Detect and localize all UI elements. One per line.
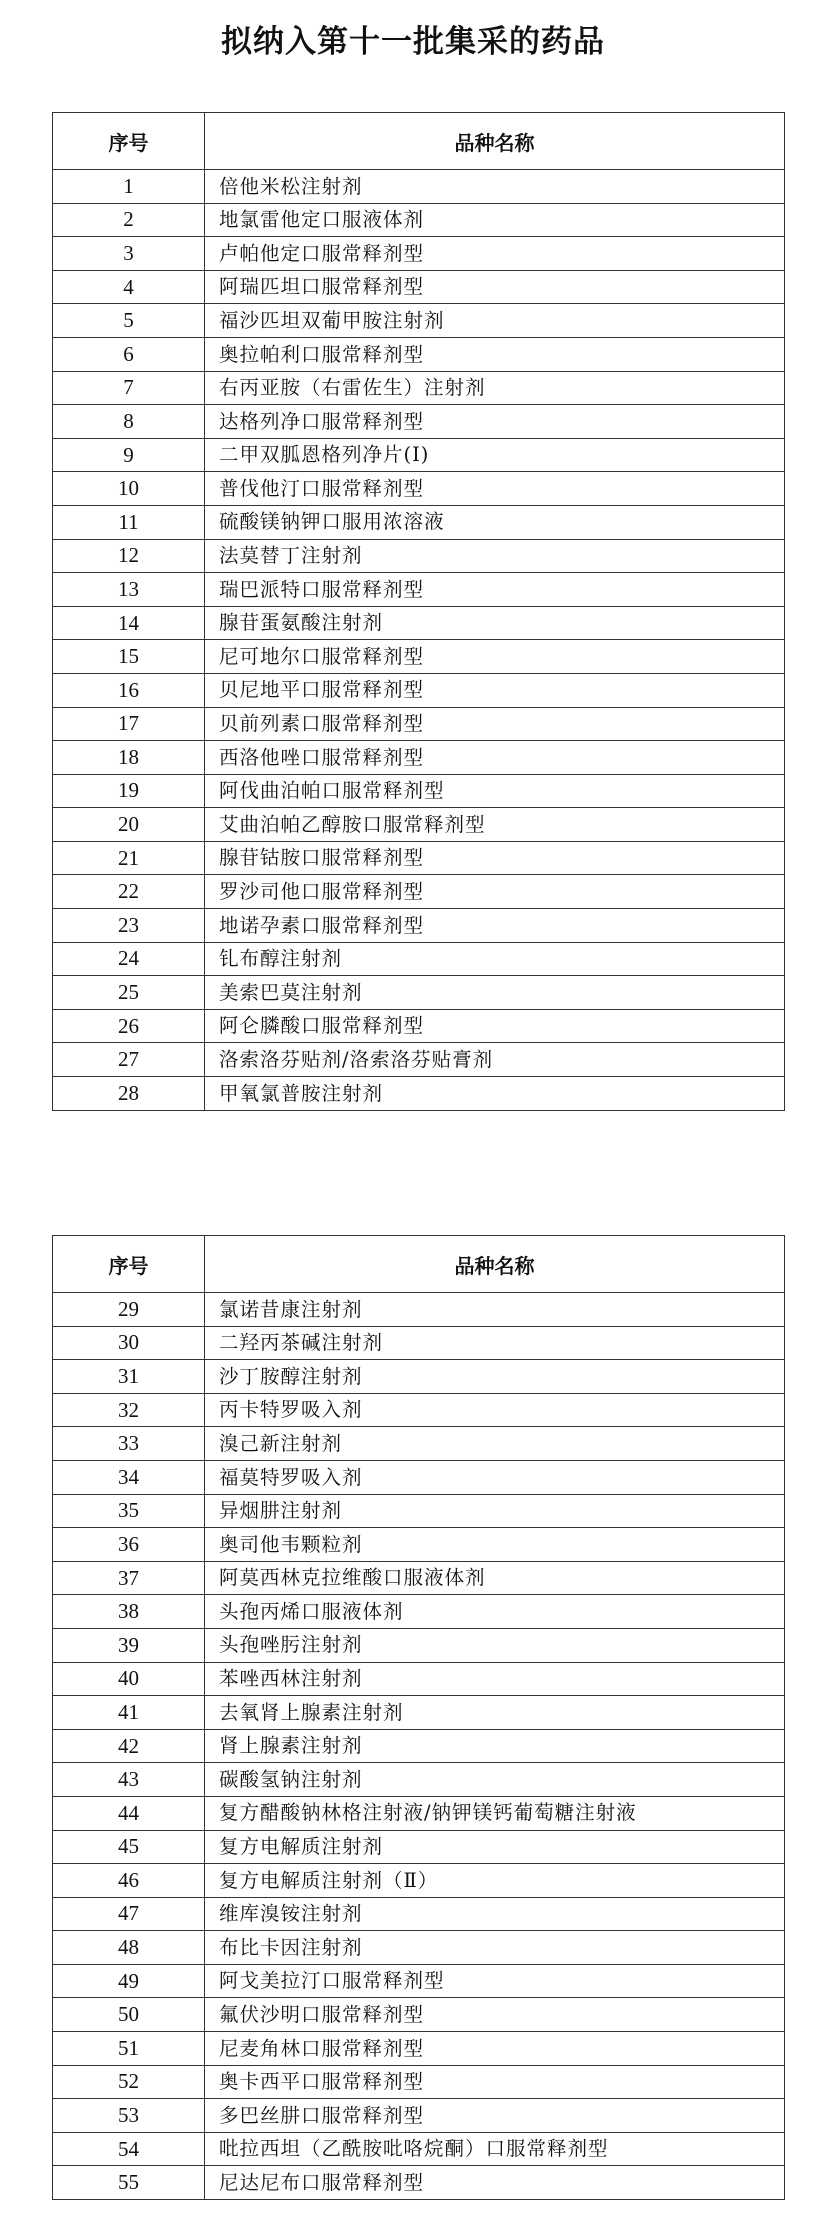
row-seq-number: 8 — [53, 405, 205, 439]
table-row — [53, 1293, 785, 1327]
table-row — [53, 438, 785, 472]
row-seq-number: 2 — [53, 203, 205, 237]
row-seq-number: 23 — [53, 909, 205, 943]
table-row — [53, 673, 785, 707]
row-drug-name: 异烟肼注射剂 — [205, 1494, 785, 1528]
row-drug-name: 腺苷钴胺口服常释剂型 — [205, 841, 785, 875]
table-row — [53, 640, 785, 674]
row-seq-number: 12 — [53, 539, 205, 573]
table-row — [53, 942, 785, 976]
table-row — [53, 606, 785, 640]
table-row — [53, 976, 785, 1010]
row-seq-number: 39 — [53, 1628, 205, 1662]
row-drug-name: 普伐他汀口服常释剂型 — [205, 472, 785, 506]
row-drug-name: 阿戈美拉汀口服常释剂型 — [205, 1964, 785, 1998]
row-seq-number: 54 — [53, 2132, 205, 2166]
row-seq-number: 18 — [53, 741, 205, 775]
row-seq-number: 11 — [53, 505, 205, 539]
row-drug-name: 丙卡特罗吸入剂 — [205, 1393, 785, 1427]
row-drug-name: 罗沙司他口服常释剂型 — [205, 875, 785, 909]
row-drug-name: 西洛他唑口服常释剂型 — [205, 741, 785, 775]
row-drug-name: 法莫替丁注射剂 — [205, 539, 785, 573]
table-row — [53, 741, 785, 775]
table-header-row — [53, 1236, 785, 1293]
row-seq-number: 17 — [53, 707, 205, 741]
table-row — [53, 909, 785, 943]
row-seq-number: 27 — [53, 1043, 205, 1077]
row-drug-name: 氟伏沙明口服常释剂型 — [205, 1998, 785, 2032]
table-row — [53, 1595, 785, 1629]
row-seq-number: 53 — [53, 2099, 205, 2133]
row-drug-name: 贝前列素口服常释剂型 — [205, 707, 785, 741]
table-row — [53, 573, 785, 607]
row-seq-number: 34 — [53, 1460, 205, 1494]
row-seq-number: 33 — [53, 1427, 205, 1461]
table-header-row — [53, 113, 785, 170]
row-drug-name: 头孢丙烯口服液体剂 — [205, 1595, 785, 1629]
row-drug-name: 达格列净口服常释剂型 — [205, 405, 785, 439]
table-row — [53, 2099, 785, 2133]
row-drug-name: 阿仑膦酸口服常释剂型 — [205, 1009, 785, 1043]
column-header-name: 品种名称 — [205, 1236, 785, 1293]
row-drug-name: 地诺孕素口服常释剂型 — [205, 909, 785, 943]
table-row — [53, 2132, 785, 2166]
table-row — [53, 841, 785, 875]
table-row — [53, 1931, 785, 1965]
table-row — [53, 875, 785, 909]
table-row — [53, 1077, 785, 1111]
row-drug-name: 碳酸氢钠注射剂 — [205, 1763, 785, 1797]
row-seq-number: 52 — [53, 2065, 205, 2099]
row-seq-number: 25 — [53, 976, 205, 1010]
row-seq-number: 30 — [53, 1326, 205, 1360]
table-row — [53, 472, 785, 506]
row-seq-number: 36 — [53, 1528, 205, 1562]
table-row — [53, 1864, 785, 1898]
row-seq-number: 48 — [53, 1931, 205, 1965]
row-drug-name: 维库溴铵注射剂 — [205, 1897, 785, 1931]
row-drug-name: 尼可地尔口服常释剂型 — [205, 640, 785, 674]
table-row — [53, 1998, 785, 2032]
row-drug-name: 福莫特罗吸入剂 — [205, 1460, 785, 1494]
row-seq-number: 38 — [53, 1595, 205, 1629]
row-drug-name: 硫酸镁钠钾口服用浓溶液 — [205, 505, 785, 539]
table-row — [53, 1360, 785, 1394]
table-row — [53, 1561, 785, 1595]
row-seq-number: 4 — [53, 270, 205, 304]
table-row — [53, 1796, 785, 1830]
row-drug-name: 艾曲泊帕乙醇胺口服常释剂型 — [205, 808, 785, 842]
row-seq-number: 6 — [53, 337, 205, 371]
row-seq-number: 32 — [53, 1393, 205, 1427]
row-seq-number: 21 — [53, 841, 205, 875]
row-drug-name: 奥拉帕利口服常释剂型 — [205, 337, 785, 371]
page-title: 拟纳入第十一批集采的药品 — [221, 24, 605, 60]
table-row — [53, 1729, 785, 1763]
table-row — [53, 2032, 785, 2066]
row-drug-name: 奥司他韦颗粒剂 — [205, 1528, 785, 1562]
row-drug-name: 氯诺昔康注射剂 — [205, 1293, 785, 1327]
table-row — [53, 1043, 785, 1077]
table-row — [53, 371, 785, 405]
row-drug-name: 布比卡因注射剂 — [205, 1931, 785, 1965]
row-seq-number: 7 — [53, 371, 205, 405]
row-seq-number: 41 — [53, 1696, 205, 1730]
row-seq-number: 35 — [53, 1494, 205, 1528]
table-row — [53, 1763, 785, 1797]
row-drug-name: 右丙亚胺（右雷佐生）注射剂 — [205, 371, 785, 405]
row-drug-name: 多巴丝肼口服常释剂型 — [205, 2099, 785, 2133]
row-seq-number: 31 — [53, 1360, 205, 1394]
row-seq-number: 50 — [53, 1998, 205, 2032]
row-drug-name: 二羟丙茶碱注射剂 — [205, 1326, 785, 1360]
table-row — [53, 1326, 785, 1360]
row-seq-number: 16 — [53, 673, 205, 707]
row-drug-name: 头孢唑肟注射剂 — [205, 1628, 785, 1662]
row-seq-number: 40 — [53, 1662, 205, 1696]
row-seq-number: 13 — [53, 573, 205, 607]
row-seq-number: 9 — [53, 438, 205, 472]
table-row — [53, 1830, 785, 1864]
table-row — [53, 1897, 785, 1931]
drug-table-1 — [52, 112, 785, 1111]
table-row — [53, 1427, 785, 1461]
row-seq-number: 1 — [53, 170, 205, 204]
row-drug-name: 复方电解质注射剂 — [205, 1830, 785, 1864]
row-drug-name: 尼达尼布口服常释剂型 — [205, 2166, 785, 2200]
table-row — [53, 405, 785, 439]
row-seq-number: 19 — [53, 774, 205, 808]
table-row — [53, 774, 785, 808]
row-drug-name: 复方醋酸钠林格注射液/钠钾镁钙葡萄糖注射液 — [205, 1796, 785, 1830]
row-drug-name: 阿伐曲泊帕口服常释剂型 — [205, 774, 785, 808]
row-seq-number: 44 — [53, 1796, 205, 1830]
row-drug-name: 肾上腺素注射剂 — [205, 1729, 785, 1763]
table-row — [53, 1696, 785, 1730]
row-drug-name: 瑞巴派特口服常释剂型 — [205, 573, 785, 607]
row-seq-number: 5 — [53, 304, 205, 338]
row-seq-number: 51 — [53, 2032, 205, 2066]
row-drug-name: 美索巴莫注射剂 — [205, 976, 785, 1010]
row-seq-number: 26 — [53, 1009, 205, 1043]
row-drug-name: 吡拉西坦（乙酰胺吡咯烷酮）口服常释剂型 — [205, 2132, 785, 2166]
row-seq-number: 43 — [53, 1763, 205, 1797]
row-drug-name: 沙丁胺醇注射剂 — [205, 1360, 785, 1394]
row-drug-name: 奥卡西平口服常释剂型 — [205, 2065, 785, 2099]
row-drug-name: 尼麦角林口服常释剂型 — [205, 2032, 785, 2066]
row-drug-name: 复方电解质注射剂（Ⅱ） — [205, 1864, 785, 1898]
table-row — [53, 1528, 785, 1562]
row-drug-name: 洛索洛芬贴剂/洛索洛芬贴膏剂 — [205, 1043, 785, 1077]
row-seq-number: 47 — [53, 1897, 205, 1931]
row-drug-name: 钆布醇注射剂 — [205, 942, 785, 976]
row-seq-number: 49 — [53, 1964, 205, 1998]
table-row — [53, 1662, 785, 1696]
row-drug-name: 阿莫西林克拉维酸口服液体剂 — [205, 1561, 785, 1595]
row-drug-name: 去氧肾上腺素注射剂 — [205, 1696, 785, 1730]
table-row — [53, 203, 785, 237]
table-row — [53, 707, 785, 741]
table-row — [53, 1628, 785, 1662]
table-row — [53, 539, 785, 573]
column-header-seq: 序号 — [53, 1236, 205, 1293]
row-seq-number: 45 — [53, 1830, 205, 1864]
table-row — [53, 337, 785, 371]
row-drug-name: 卢帕他定口服常释剂型 — [205, 237, 785, 271]
row-seq-number: 42 — [53, 1729, 205, 1763]
row-seq-number: 14 — [53, 606, 205, 640]
row-seq-number: 55 — [53, 2166, 205, 2200]
row-seq-number: 28 — [53, 1077, 205, 1111]
table-row — [53, 2166, 785, 2200]
row-drug-name: 二甲双胍恩格列净片(I) — [205, 438, 785, 472]
column-header-name: 品种名称 — [205, 113, 785, 170]
table-row — [53, 170, 785, 204]
row-drug-name: 腺苷蛋氨酸注射剂 — [205, 606, 785, 640]
row-seq-number: 20 — [53, 808, 205, 842]
table-row — [53, 1964, 785, 1998]
row-drug-name: 地氯雷他定口服液体剂 — [205, 203, 785, 237]
table-row — [53, 304, 785, 338]
table-row — [53, 1393, 785, 1427]
row-seq-number: 29 — [53, 1293, 205, 1327]
table-row — [53, 505, 785, 539]
row-seq-number: 22 — [53, 875, 205, 909]
row-drug-name: 溴己新注射剂 — [205, 1427, 785, 1461]
row-drug-name: 福沙匹坦双葡甲胺注射剂 — [205, 304, 785, 338]
table-row — [53, 1009, 785, 1043]
row-drug-name: 苯唑西林注射剂 — [205, 1662, 785, 1696]
row-seq-number: 46 — [53, 1864, 205, 1898]
row-drug-name: 甲氧氯普胺注射剂 — [205, 1077, 785, 1111]
row-seq-number: 15 — [53, 640, 205, 674]
row-seq-number: 24 — [53, 942, 205, 976]
row-seq-number: 3 — [53, 237, 205, 271]
row-seq-number: 10 — [53, 472, 205, 506]
table-row — [53, 2065, 785, 2099]
table-row — [53, 270, 785, 304]
column-header-seq: 序号 — [53, 113, 205, 170]
table-row — [53, 1494, 785, 1528]
table-row — [53, 237, 785, 271]
table-row — [53, 1460, 785, 1494]
table-row — [53, 808, 785, 842]
drug-table-2 — [52, 1235, 785, 2200]
row-drug-name: 贝尼地平口服常释剂型 — [205, 673, 785, 707]
row-seq-number: 37 — [53, 1561, 205, 1595]
row-drug-name: 倍他米松注射剂 — [205, 170, 785, 204]
row-drug-name: 阿瑞匹坦口服常释剂型 — [205, 270, 785, 304]
